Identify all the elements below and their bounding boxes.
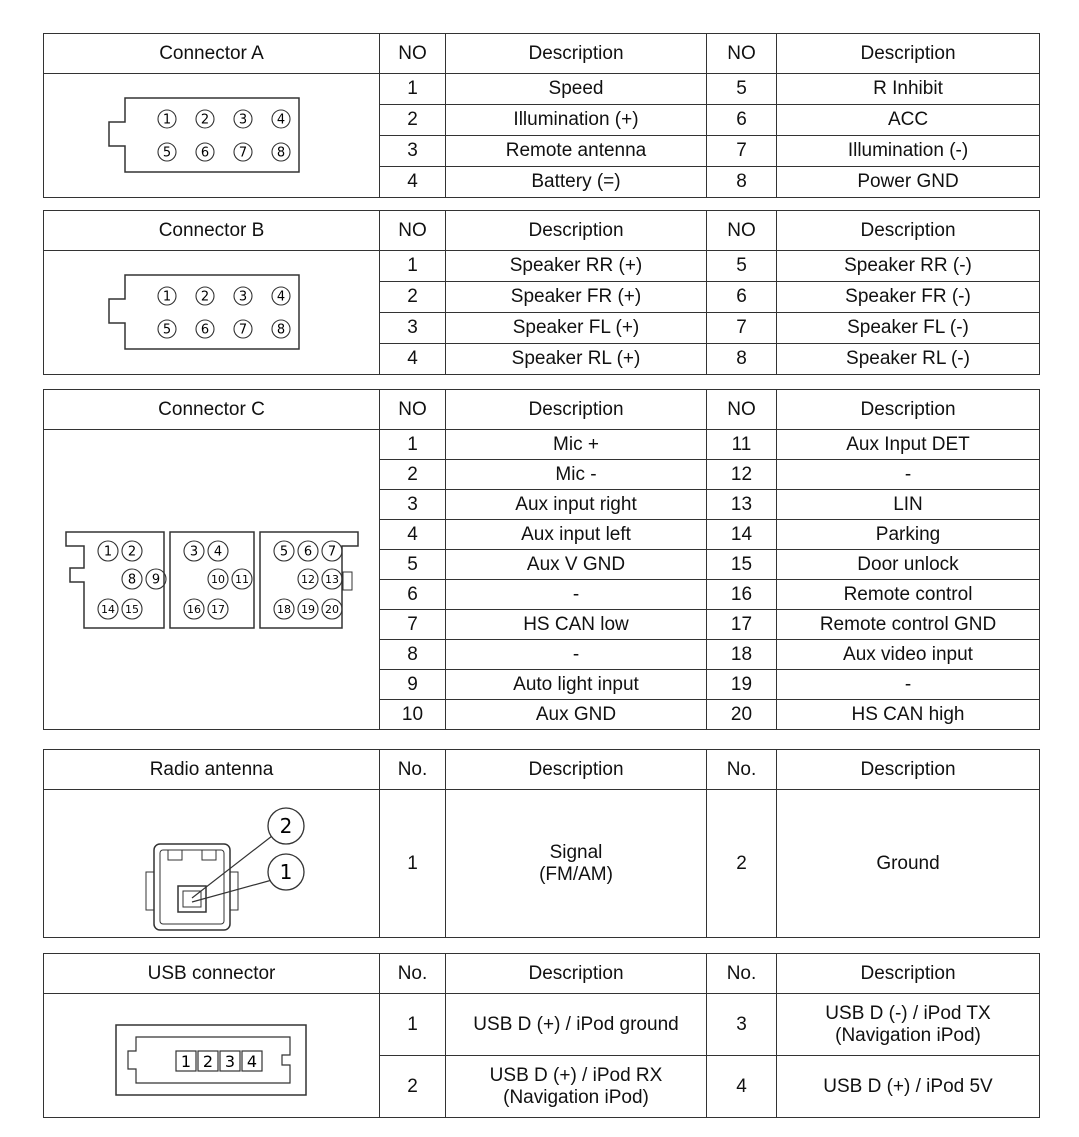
pin-label: 14: [100, 602, 115, 616]
pin-number: 3: [380, 313, 446, 344]
pin-label: 18: [276, 602, 291, 616]
pin-description: -: [446, 580, 707, 610]
pin-label: 15: [124, 602, 139, 616]
pin-number: 5: [380, 550, 446, 580]
pin-number: 5: [707, 251, 777, 282]
connector-b-shape: [107, 263, 317, 363]
pin-number: 4: [380, 520, 446, 550]
no-header: NO: [380, 211, 446, 251]
pin-number: 12: [707, 460, 777, 490]
pin-number: 2: [380, 105, 446, 136]
connector-c-diagram: [44, 430, 380, 730]
description-header: Description: [446, 750, 707, 790]
pin-label: 9: [151, 572, 160, 588]
pin-number: 19: [707, 670, 777, 700]
pin-description: Parking: [777, 520, 1040, 550]
pin-description: Aux video input: [777, 640, 1040, 670]
usb-pin-label: 3: [224, 1051, 235, 1071]
pin-number: 16: [707, 580, 777, 610]
connector-name: Connector C: [44, 390, 380, 430]
pin-number: 8: [707, 167, 777, 198]
no-header: NO: [380, 34, 446, 74]
pin-number: 7: [707, 136, 777, 167]
pin-label: 16: [186, 602, 201, 616]
pin-description: Ground: [777, 790, 1040, 938]
no-header: No.: [707, 954, 777, 994]
pin-number: 11: [707, 430, 777, 460]
no-header: NO: [707, 390, 777, 430]
pin-label: 2: [200, 289, 209, 305]
pin-label: 5: [162, 322, 171, 338]
radio-antenna-table: [43, 749, 1040, 938]
pin-description: Speaker FL (-): [777, 313, 1040, 344]
usb-connector-shape: [112, 1011, 312, 1101]
pin-number: 2: [707, 790, 777, 938]
pin-description: LIN: [777, 490, 1040, 520]
pin-label: 11: [234, 572, 249, 586]
pin-number: 1: [380, 430, 446, 460]
pin-number: 1: [380, 994, 446, 1056]
pin-label: 7: [327, 544, 336, 560]
pin-description: Power GND: [777, 167, 1040, 198]
usb-pin-label: 1: [180, 1051, 191, 1071]
pin-number: 4: [380, 344, 446, 375]
connector-name: Radio antenna: [44, 750, 380, 790]
pin-number: 10: [380, 700, 446, 730]
description-header: Description: [777, 954, 1040, 994]
connector-c-table: [43, 389, 1040, 730]
description-header: Description: [777, 34, 1040, 74]
pin-number: 6: [380, 580, 446, 610]
pin-label: 1: [103, 544, 112, 560]
pin-number: 8: [707, 344, 777, 375]
pin-description: Remote antenna: [446, 136, 707, 167]
pin-description: -: [446, 640, 707, 670]
no-header: NO: [707, 34, 777, 74]
description-header: Description: [777, 390, 1040, 430]
pin-description: -: [777, 670, 1040, 700]
pin-label: 7: [238, 145, 247, 161]
pin-label: 17: [210, 602, 225, 616]
pin-number: 17: [707, 610, 777, 640]
usb-connector-table: [43, 953, 1040, 1118]
description-header: Description: [446, 390, 707, 430]
pin-description: USB D (-) / iPod TX (Navigation iPod): [777, 994, 1040, 1056]
pin-number: 2: [380, 460, 446, 490]
pin-label: 6: [303, 544, 312, 560]
pin-description: Speaker FR (+): [446, 282, 707, 313]
pin-number: 9: [380, 670, 446, 700]
pin-description: Illumination (+): [446, 105, 707, 136]
pin-label: 8: [127, 572, 136, 588]
pin-label: 1: [162, 289, 171, 305]
pin-description: Speaker RL (-): [777, 344, 1040, 375]
pin-number: 2: [380, 282, 446, 313]
pin-label: 19: [300, 602, 315, 616]
pin-label: 4: [213, 544, 222, 560]
pin-description: -: [777, 460, 1040, 490]
pin-label: 5: [162, 145, 171, 161]
no-header: NO: [380, 390, 446, 430]
pin-label: 13: [324, 572, 339, 586]
pin-label: 6: [200, 145, 209, 161]
pin-label: 8: [276, 145, 285, 161]
connector-name: Connector A: [44, 34, 380, 74]
pin-label: 3: [238, 289, 247, 305]
pin-number: 1: [380, 74, 446, 105]
no-header: NO: [707, 211, 777, 251]
pin-description: Speaker RR (+): [446, 251, 707, 282]
pin-label: 4: [276, 112, 285, 128]
pin-description: Door unlock: [777, 550, 1040, 580]
usb-pin-label: 2: [202, 1051, 213, 1071]
pin-label: 12: [300, 572, 315, 586]
pin-number: 3: [380, 490, 446, 520]
pin-number: 18: [707, 640, 777, 670]
pin-description: Speed: [446, 74, 707, 105]
pin-description: Battery (=): [446, 167, 707, 198]
pin-label: 10: [210, 572, 225, 586]
pin-number: 4: [707, 1056, 777, 1118]
pin-number: 2: [380, 1056, 446, 1118]
pin-number: 15: [707, 550, 777, 580]
pin-number: 7: [707, 313, 777, 344]
pin-label: 5: [279, 544, 288, 560]
pin-description: Aux GND: [446, 700, 707, 730]
pin-description: Mic -: [446, 460, 707, 490]
callout-label: 2: [279, 813, 292, 838]
pin-label: 20: [324, 602, 339, 616]
pin-description: Speaker FR (-): [777, 282, 1040, 313]
pin-number: 14: [707, 520, 777, 550]
pin-label: 2: [127, 544, 136, 560]
connector-a-shape: [107, 86, 317, 186]
pin-label: 2: [200, 112, 209, 128]
pin-number: 6: [707, 105, 777, 136]
pin-label: 3: [238, 112, 247, 128]
pin-description: Speaker RL (+): [446, 344, 707, 375]
pin-number: 20: [707, 700, 777, 730]
callout-label: 1: [279, 859, 292, 884]
pin-description: Aux Input DET: [777, 430, 1040, 460]
pin-description: HS CAN low: [446, 610, 707, 640]
pin-description: R Inhibit: [777, 74, 1040, 105]
pin-number: 5: [707, 74, 777, 105]
pin-description: USB D (+) / iPod 5V: [777, 1056, 1040, 1118]
pin-label: 8: [276, 322, 285, 338]
description-header: Description: [777, 211, 1040, 251]
pin-label: 6: [200, 322, 209, 338]
pin-number: 3: [380, 136, 446, 167]
radio-antenna-shape: [112, 794, 312, 934]
description-header: Description: [777, 750, 1040, 790]
pin-description: Aux input left: [446, 520, 707, 550]
description-header: Description: [446, 211, 707, 251]
pin-description: Aux input right: [446, 490, 707, 520]
pin-description: USB D (+) / iPod ground: [446, 994, 707, 1056]
connector-a-diagram: [44, 74, 380, 198]
connector-b-diagram: [44, 251, 380, 375]
pin-description: Illumination (-): [777, 136, 1040, 167]
connector-a-table: [43, 33, 1040, 198]
pin-label: 7: [238, 322, 247, 338]
pin-description: Speaker FL (+): [446, 313, 707, 344]
pin-number: 13: [707, 490, 777, 520]
pin-description: Remote control: [777, 580, 1040, 610]
connector-b-table: [43, 210, 1040, 375]
no-header: No.: [380, 750, 446, 790]
connector-name: USB connector: [44, 954, 380, 994]
pin-label: 3: [189, 544, 198, 560]
pin-label: 1: [162, 112, 171, 128]
pin-description: Mic +: [446, 430, 707, 460]
no-header: No.: [380, 954, 446, 994]
usb-pin-label: 4: [246, 1051, 257, 1071]
pin-description: HS CAN high: [777, 700, 1040, 730]
radio-antenna-diagram: [44, 790, 380, 938]
no-header: No.: [707, 750, 777, 790]
pin-number: 6: [707, 282, 777, 313]
description-header: Description: [446, 34, 707, 74]
pin-number: 8: [380, 640, 446, 670]
pin-description: ACC: [777, 105, 1040, 136]
description-header: Description: [446, 954, 707, 994]
pin-label: 4: [276, 289, 285, 305]
pin-number: 1: [380, 251, 446, 282]
usb-connector-diagram: [44, 994, 380, 1118]
pin-description: Auto light input: [446, 670, 707, 700]
pin-description: Speaker RR (-): [777, 251, 1040, 282]
pin-number: 3: [707, 994, 777, 1056]
pin-description: Signal (FM/AM): [446, 790, 707, 938]
connector-name: Connector B: [44, 211, 380, 251]
pin-description: Remote control GND: [777, 610, 1040, 640]
pin-description: Aux V GND: [446, 550, 707, 580]
connector-c-shape: [52, 520, 372, 640]
pin-number: 1: [380, 790, 446, 938]
pin-number: 7: [380, 610, 446, 640]
pin-number: 4: [380, 167, 446, 198]
pin-description: USB D (+) / iPod RX (Navigation iPod): [446, 1056, 707, 1118]
